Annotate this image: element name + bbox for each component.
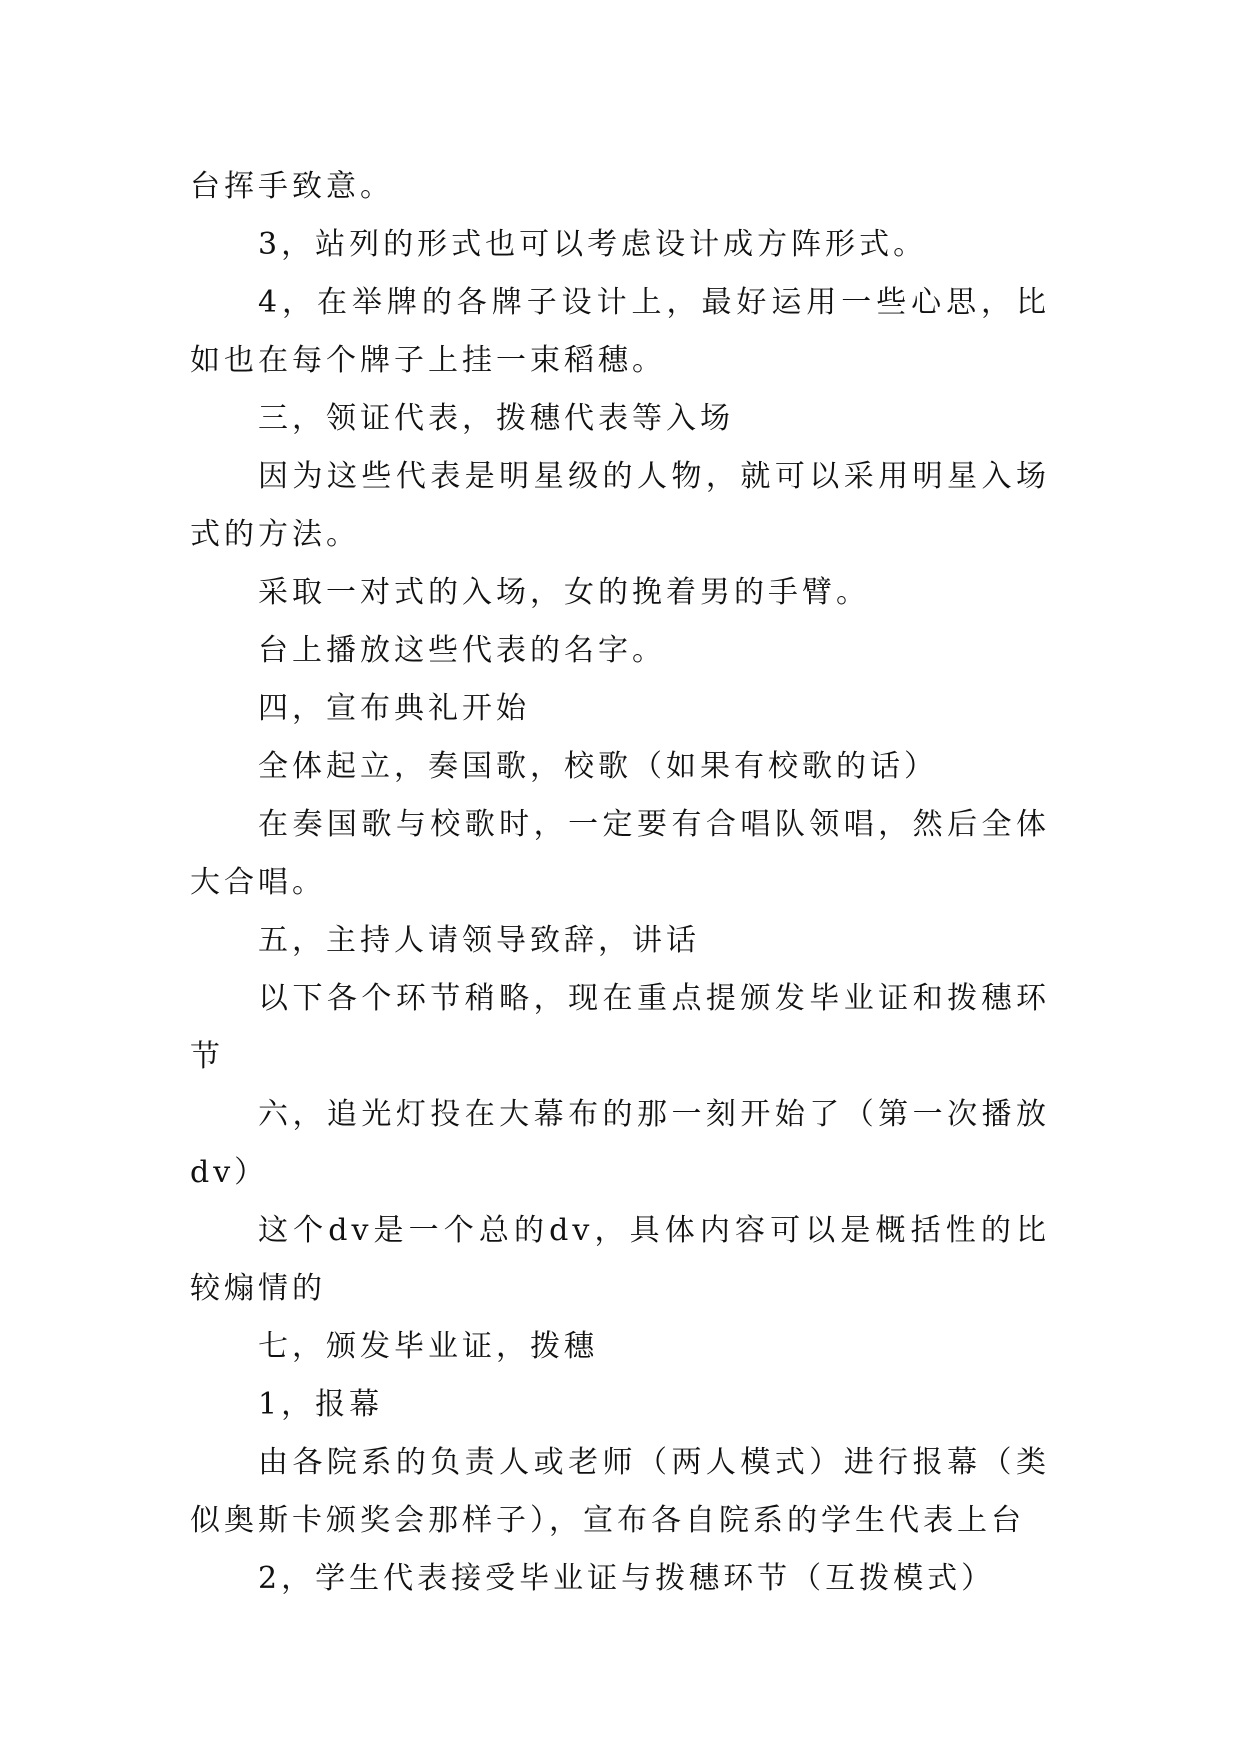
paragraph-13: 六，追光灯投在大幕布的那一刻开始了（第一次播放dv） [190,1097,1050,1190]
paragraph-2: 3，站列的形式也可以考虑设计成方阵形式。 [258,227,928,262]
paragraph-9: 全体起立，奏国歌，校歌（如果有校歌的话） [258,749,938,784]
paragraph-1: 台挥手致意。 [190,169,394,204]
paragraph-17: 由各院系的负责人或老师（两人模式）进行报幕（类似奥斯卡颁奖会那样子），宣布各自院系的学生代表上台 [190,1445,1050,1538]
paragraph-7: 台上播放这些代表的名字。 [258,633,666,668]
paragraph-15: 七，颁发毕业证，拨穗 [258,1329,598,1364]
paragraph-8: 四，宣布典礼开始 [258,691,530,726]
paragraph-10: 在奏国歌与校歌时，一定要有合唱队领唱，然后全体大合唱。 [190,807,1050,900]
paragraph-12: 以下各个环节稍略，现在重点提颁发毕业证和拨穗环节 [190,981,1050,1074]
paragraph-16: 1，报幕 [258,1387,384,1422]
paragraph-3: 4，在举牌的各牌子设计上，最好运用一些心思，比如也在每个牌子上挂一束稻穗。 [190,285,1050,378]
paragraph-4: 三，领证代表，拨穗代表等入场 [258,401,734,436]
paragraph-6: 采取一对式的入场，女的挽着男的手臂。 [258,575,870,610]
paragraph-5: 因为这些代表是明星级的人物，就可以采用明星入场式的方法。 [190,459,1050,552]
paragraph-18: 2，学生代表接受毕业证与拨穗环节（互拨模式） [258,1561,996,1596]
paragraph-14: 这个dv是一个总的dv，具体内容可以是概括性的比较煽情的 [190,1213,1050,1306]
paragraph-11: 五，主持人请领导致辞，讲话 [258,923,700,958]
document-body [190,158,1050,1608]
